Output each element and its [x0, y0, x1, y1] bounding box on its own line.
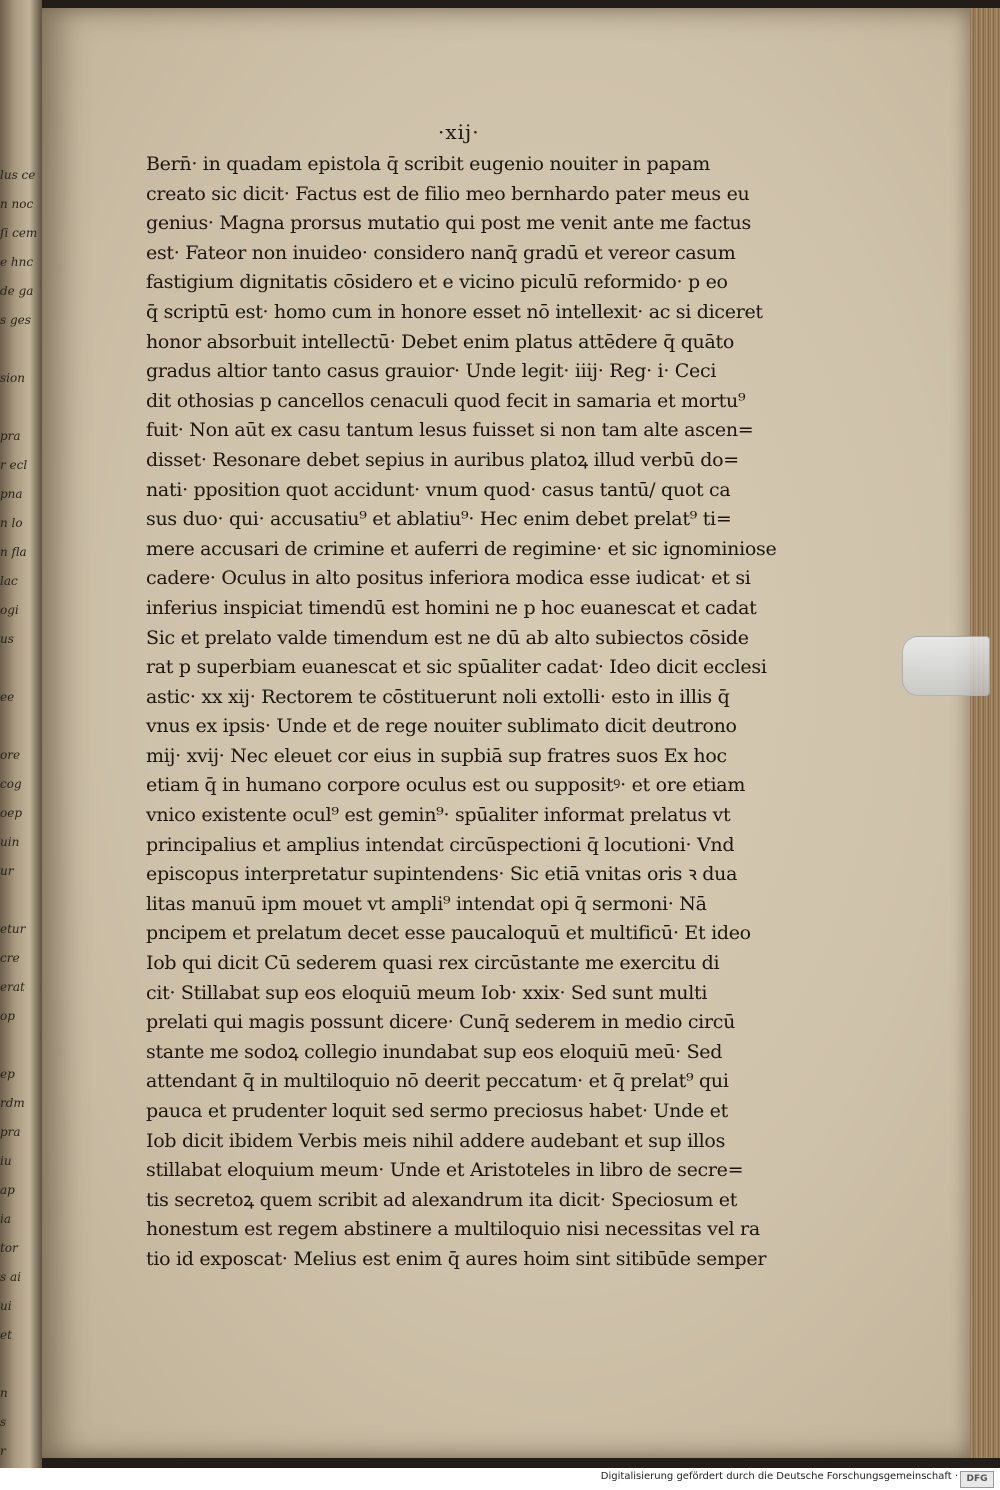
facing-page-fragment: et: [0, 1328, 12, 1342]
facing-page-fragment: ee: [0, 690, 15, 704]
text-line: inferius inspiciat timendū est homini ne p hoc euanescat et cadat: [146, 596, 757, 619]
facing-page-edge: [0, 0, 42, 1468]
facing-page-fragment: oep: [0, 806, 23, 820]
text-line: creato sic dicit· Factus est de filio meo bernhardo pater meus eu: [146, 182, 750, 205]
facing-page-fragment: s ges: [0, 313, 31, 327]
footer-bar: [0, 1468, 1000, 1490]
page-stack-edge: [970, 8, 1000, 1458]
facing-page-fragment: cog: [0, 777, 22, 791]
text-line: Iob dicit ibidem Verbis meis nihil addere audebant et sup illos: [146, 1129, 726, 1152]
facing-page-fragment: us: [0, 632, 14, 646]
text-block: [146, 150, 786, 1275]
facing-page-fragment: ore: [0, 748, 21, 762]
facing-page-fragment: etur: [0, 922, 26, 936]
facing-page-fragment: pra: [0, 429, 21, 443]
facing-page-fragment: ap: [0, 1183, 15, 1197]
facing-page-fragment: r: [0, 1444, 6, 1458]
bookmark-tab: [902, 636, 990, 696]
text-line: Iob qui dicit Cū sederem quasi rex circūstante me exercitu di: [146, 952, 720, 975]
text-line: astic· xx xij· Rectorem te cōstituerunt noli extolli· esto in illis q̄: [146, 685, 730, 708]
text-line: stillabat eloquium meum· Unde et Aristoteles in libro de secre=: [146, 1159, 744, 1182]
text-line: etiam q̄ in humano corpore oculus est ou suppositꝰ· et ore etiam: [146, 774, 746, 797]
facing-page-fragment: n noc: [0, 197, 34, 211]
facing-page-fragment: rdm: [0, 1096, 25, 1110]
facing-page-fragment: lus ce: [0, 168, 36, 182]
text-line: Sic et prelato valde timendum est ne dū ab alto subiectos cōside: [146, 626, 749, 649]
text-line: honestum est regem abstinere a multiloquio nisi necessitas vel ra: [146, 1218, 760, 1241]
facing-page-fragment: r ecl: [0, 458, 28, 472]
facing-page-fragment: ui: [0, 1299, 12, 1313]
facing-page-fragment: n fla: [0, 545, 27, 559]
text-line: disset· Resonare debet sepius in auribus platoꝝ illud verbū do=: [146, 448, 739, 471]
facing-page-fragment: uin: [0, 835, 20, 849]
text-line: nati· pposition quot accidunt· vnum quod· casus tantū/ quot ca: [146, 478, 731, 501]
text-line: mij· xvij· Nec eleuet cor eius in supbiā sup fratres suos Ex hoc: [146, 744, 727, 767]
text-line: vnico existente ocul⁹ est gemin⁹· spūaliter informat prelatus vt: [146, 804, 731, 827]
facing-page-fragment: sion: [0, 371, 25, 385]
text-line: vnus ex ipsis· Unde et de rege nouiter sublimato dicit deutrono: [146, 715, 737, 738]
facing-page-fragment: iu: [0, 1154, 12, 1168]
facing-page-fragment: n: [0, 1386, 8, 1400]
text-line: cit· Stillabat sup eos eloquiū meum Iob· xxix· Sed sunt multi: [146, 981, 708, 1004]
facing-page-fragment: de ga: [0, 284, 34, 298]
facing-page-fragment: lac: [0, 574, 18, 588]
text-line: est· Fateor non inuideo· considero nanq̄ gradū et vereor casum: [146, 241, 736, 264]
facing-page-fragment: tor: [0, 1241, 18, 1255]
facing-page-fragment: pra: [0, 1125, 21, 1139]
text-line: rat p superbiam euanescat et sic spūaliter cadat· Ideo dicit ecclesi: [146, 656, 767, 679]
text-line: sus duo· qui· accusatiu⁹ et ablatiu⁹· Hec enim debet prelat⁹ ti=: [146, 508, 732, 531]
facing-page-fragment: s: [0, 1415, 7, 1429]
facing-page-fragment: e hnc: [0, 255, 34, 269]
text-line: cadere· Oculus in alto positus inferiora modica esse iudicat· et si: [146, 567, 751, 590]
text-line: fuit· Non aūt ex casu tantum lesus fuisset si non tam alte ascen=: [146, 419, 754, 442]
text-line: honor absorbuit intellectū· Debet enim platus attēdere q̄ quāto: [146, 330, 734, 353]
text-line: attendant q̄ in multiloquio nō deerit peccatum· et q̄ prelat⁹ qui: [146, 1070, 729, 1093]
folio-number: ·xij·: [438, 120, 480, 144]
facing-page-fragment: ogi: [0, 603, 19, 617]
facing-page-fragment: n lo: [0, 516, 23, 530]
facing-page-fragment: ſi cem: [0, 226, 38, 240]
facing-page-fragment: ia: [0, 1212, 11, 1226]
text-line: genius· Magna prorsus mutatio qui post me venit ante me factus: [146, 212, 751, 235]
text-line: pncipem et prelatum decet esse paucaloquū et multificū· Et ideo: [146, 922, 751, 945]
facing-page-fragment: op: [0, 1009, 15, 1023]
text-line: mere accusari de crimine et auferri de regimine· et sic ignominiose: [146, 537, 777, 560]
text-line: stante me sodoꝝ collegio inundabat sup eos eloquiū meū· Sed: [146, 1040, 723, 1063]
funding-credit: Digitalisierung gefördert durch die Deutsche Forschungsgemeinschaft ·: [600, 1471, 958, 1482]
text-line: gradus altior tanto casus grauior· Unde legit· iiij· Reg· i· Ceci: [146, 360, 717, 383]
text-line: principalius et amplius intendat circūspectioni q̄ locutioni· Vnd: [146, 833, 735, 856]
text-line: episcopus interpretatur supintendens· Sic etiā vnitas oris ꝛ dua: [146, 863, 738, 886]
facing-page-fragment: pna: [0, 487, 23, 501]
text-line: dit othosias p cancellos cenaculi quod fecit in samaria et mortu⁹: [146, 389, 746, 412]
text-line: tis secretoꝝ quem scribit ad alexandrum ita dicit· Speciosum et: [146, 1188, 738, 1211]
text-line: pauca et prudenter loquit sed sermo preciosus habet· Unde et: [146, 1100, 728, 1122]
facing-page-fragment: ep: [0, 1067, 15, 1081]
text-line: prelati qui magis possunt dicere· Cunq̄ sederem in medio circū: [146, 1011, 736, 1034]
facing-page-fragment: erat: [0, 980, 25, 994]
text-line: q̄ scriptū est· homo cum in honore esset nō intellexit· ac si diceret: [146, 300, 763, 323]
text-line: tio id exposcat· Melius est enim q̄ aures hoim sint sitibūde semper: [146, 1247, 767, 1270]
facing-page-fragment: ur: [0, 864, 14, 878]
facing-page-fragment: cre: [0, 951, 20, 965]
dfg-logo: DFG: [960, 1471, 994, 1488]
text-line: Bern̄· in quadam epistola q̄ scribit eugenio nouiter in papam: [146, 153, 710, 175]
facing-page-fragment: s ai: [0, 1270, 21, 1284]
text-line: fastigium dignitatis cōsidero et e vicino piculū reformido· p eo: [146, 271, 728, 294]
text-line: litas manuū ipm mouet vt ampli⁹ intendat opi q̄ sermoni· Nā: [146, 892, 707, 915]
